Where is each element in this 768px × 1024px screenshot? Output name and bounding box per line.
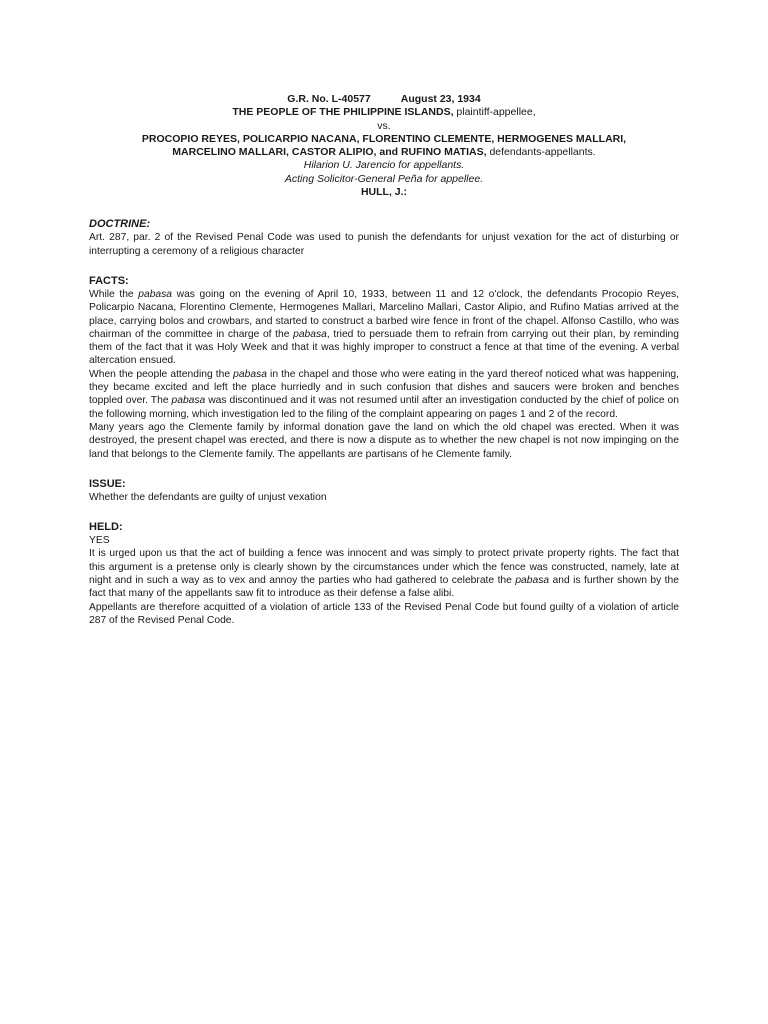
- versus: vs.: [377, 119, 391, 132]
- defendants-names: MARCELINO MALLARI, CASTOR ALIPIO, and RUFINO MATIAS,: [172, 146, 487, 159]
- held-section: [89, 520, 679, 627]
- facts-paragraph-2: [89, 368, 679, 421]
- gr-number: G.R. No. L-40577: [287, 93, 371, 105]
- facts-p2-text-b: in the chapel and those who were eating in the yard thereof noticed what was happening, they became excited and left the place hurriedly and in such confusion that dishes and saucers were broken and benches toppled over. The: [89, 368, 680, 407]
- held-heading: HELD:: [89, 521, 123, 534]
- defendants-line-1: PROCOPIO REYES, POLICARPIO NACANA, FLORENTINO CLEMENTE, HERMOGENES MALLARI,: [141, 132, 627, 145]
- held-p1-text-a: It is urged upon us that the act of building a fence was innocent and was simply to protect private property rights. The fact that this argument is a pretense only is clearly shown by the circumstances under which the fence was constructed, namely, late at night and in such a way as to vex and annoy the parties who had gathered to celebrate the: [89, 548, 679, 587]
- decision-date: August 23, 1934: [400, 93, 481, 105]
- held-p1-emphasis: pabasa: [515, 575, 550, 587]
- facts-p2-emphasis-2: pabasa: [171, 395, 206, 407]
- plaintiff-name: THE PEOPLE OF THE PHILIPPINE ISLANDS,: [232, 106, 454, 119]
- facts-p1-emphasis: pabasa: [138, 288, 173, 300]
- facts-p2-text-a: When the people attending the: [89, 368, 234, 380]
- issue-text: Whether the defendants are guilty of unjust vexation: [89, 491, 327, 503]
- facts-p1-text-b: was going on the evening of April 10, 1933, between 11 and 12 o'clock, the defendants Procopio Reyes, Policarpio Nacana, Florentino Clemente, Hermogenes Mallari, Marcelino Mallari, Castor Alipio, and Rufino Matias arrived at the place, carrying bolos and crowbars, and started to construct a barbed wire fence in front of the chapel. Alfonso Castillo, who was chairman of the committee in charge of the: [89, 288, 679, 340]
- defendants-line-2: [89, 146, 679, 159]
- facts-p2-emphasis: pabasa: [233, 368, 267, 380]
- doctrine-section: [89, 217, 679, 258]
- doctrine-text: Art. 287, par. 2 of the Revised Penal Code was used to punish the defendants for unjust vexation for the act of disturbing or interrupting a ceremony of a religious character: [89, 232, 679, 257]
- facts-p1-text-c: , tried to persuade them to refrain from carrying out their plan, by reminding them of the fact that it was Holy Week and that it was highly improper to construct a fence at that time of the evening. A verbal altercation ensued.: [89, 328, 679, 367]
- defendants-role: defendants-appellants.: [489, 146, 596, 159]
- issue-section: [89, 477, 679, 504]
- held-p1-text-b: and is further shown by the fact that many of the appellants saw fit to introduce as their defense a false alibi.: [89, 575, 679, 600]
- plaintiff-line: [89, 106, 679, 119]
- counsel-appellants: Hilarion U. Jarencio for appellants.: [303, 159, 465, 172]
- plaintiff-role: plaintiff-appellee,: [456, 106, 536, 119]
- doctrine-heading: DOCTRINE:: [89, 218, 151, 231]
- counsel-appellee: Acting Solicitor-General Peña for appellee.: [284, 172, 484, 185]
- facts-p1-emphasis-2: pabasa: [293, 328, 327, 340]
- case-header: [89, 93, 679, 199]
- held-answer: YES: [89, 535, 110, 547]
- case-number-line: [89, 93, 679, 106]
- facts-section: [89, 274, 679, 461]
- facts-p1-text-a: While the: [89, 288, 139, 300]
- held-paragraph-1: [89, 547, 679, 600]
- facts-paragraph-1: [89, 288, 679, 368]
- ponente: HULL, J.:: [360, 186, 408, 199]
- facts-heading: FACTS:: [89, 274, 129, 287]
- held-paragraph-2: Appellants are therefore acquitted of a violation of article 133 of the Revised Penal Code but found guilty of a violation of article 287 of the Revised Penal Code.: [89, 601, 679, 626]
- issue-heading: ISSUE:: [89, 477, 126, 490]
- facts-paragraph-3: Many years ago the Clemente family by informal donation gave the land on which the old chapel was erected. When it was destroyed, the present chapel was erected, and there is now a dispute as to whether the new chapel is not now impinging on the land that belongs to the Clemente family. The appellants are partisans of he Clemente family.: [89, 421, 679, 460]
- facts-p2-text-c: was discontinued and it was not resumed until after an investigation conducted by the chief of police on the following morning, which investigation led to the filing of the complaint appearing on pages 1 and 2 of the record.: [89, 395, 679, 420]
